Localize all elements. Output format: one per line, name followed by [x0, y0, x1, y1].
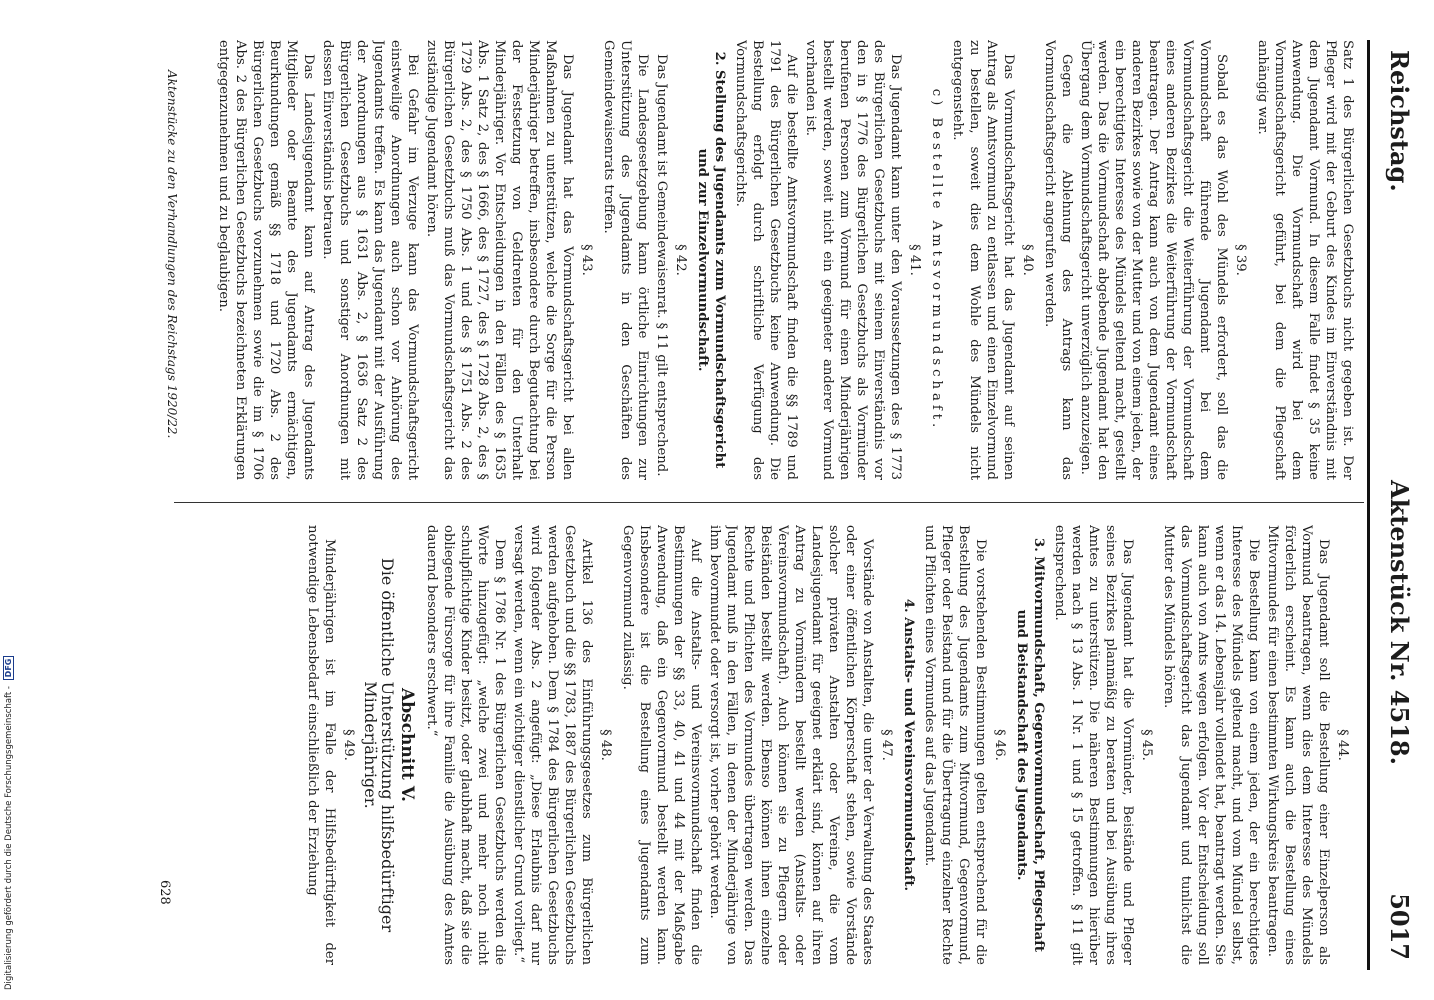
right-column	[186, 525, 1356, 965]
chapter-heading: Abschnitt V.	[397, 688, 417, 802]
paragraph: Die vorstehenden Bestimmungen gelten entsprechend für die Bestellung des Jugendamts zum Mitvormund, Gegenvormund, Pfleger oder Beistand und für die Übertragung einzelner Rechte und Pflichten eines Vormundes auf das Jugendamt.	[922, 525, 988, 965]
paragraph: Minderjährigen ist im Falle der Hilfsbedürftigkeit der notwendige Lebensbedarf einschließlich der Erziehung	[305, 525, 337, 965]
paragraph: Auf die bestellte Amtsvormundschaft finden die §§ 1789 und 1791 des Bürgerlichen Gesetzbuchs keine Anwendung. Die Bestellung erfolgt durch schriftliche Verfügung des Vormundschaftsgerichts.	[733, 40, 799, 480]
footer-note: Aktenstücke zu den Verhandlungen des Reichstags 1920/22.	[165, 70, 179, 439]
section-number: § 42.	[673, 244, 688, 276]
paragraph: Satz 1 des Bürgerlichen Gesetzbuchs nicht gegeben ist. Der Pfleger wird mit der Geburt des Kindes im Einverständnis mit dem Jugendamt Vormund. In diesem Falle findet § 35 keine Anwendung. Die Vormundschaft wird bei dem Vormundschaftsgericht geführt, bei dem die Pflegschaft anhängig war.	[1255, 40, 1355, 480]
column-divider	[174, 502, 1364, 503]
section-number: § 39.	[1233, 244, 1248, 276]
section-number: § 43.	[579, 244, 594, 276]
header-page-number: 5017	[1385, 893, 1414, 960]
dfg-logo: DFG	[3, 656, 14, 681]
paragraph: Artikel 136 des Einführungsgesetzes zum Bürgerlichen Gesetzbuch und die §§ 1783, 1887 des Bürgerlichen Gesetzbuchs werden aufgehoben. Dem § 1784 des Bürgerlichen Gesetzbuchs wird folgender Abs. 2 angefügt: „Diese Erlaubnis darf nur versagt werden, wenn ein wichtiger dienstlicher Grund vorliegt.“	[511, 525, 594, 965]
digitization-text: Digitalisierung gefördert durch die Deutsche Forschungsgemeinschaft -	[4, 686, 14, 990]
section-number: § 46.	[992, 729, 1007, 761]
digitization-credit	[3, 600, 19, 990]
paragraph: Bei Gefahr im Verzuge kann das Vormundschaftsgericht einstweilige Anordnungen auch schon vor Anhörung des Jugendamts treffen. Es kann das Jugendamt mit der Ausführung der Anordnungen aus § 1631 Abs. 2, § 1636 Satz 2 des Bürgerlichen Gesetzbuchs und sonstiger Anordnungen mit dessen Einverständnis betrauen.	[320, 40, 420, 480]
paragraph: Das Jugendamt soll die Bestellung einer Einzelperson als Vormund beantragen, wenn dies dem Interesse des Mündels förderlich erscheint. Es kann auch die Bestellung eines Mitvormundes für einen bestimmten Wirkungskreis beantragen.	[1265, 525, 1331, 965]
section-heading: 4. Anstalts- und Vereinsvormundschaft.	[901, 598, 916, 892]
paragraph: Das Jugendamt ist Gemeindewaisenrat. § 11 gilt entsprechend.	[654, 54, 669, 477]
document-page	[134, 0, 1434, 1000]
paragraph: Das Vormundschaftsgericht hat das Jugendamt auf seinen Antrag als Amtsvormund zu entlassen und einen Einzelvormund zu bestellen, soweit dies dem Wohle des Mündels nicht entgegensteht.	[950, 40, 1016, 480]
header-left: Reichstag.	[1385, 50, 1414, 192]
left-column	[186, 40, 1356, 480]
subsection-heading: c) Bestellte Amtsvormundschaft.	[929, 88, 944, 432]
section-number: § 44.	[1335, 729, 1350, 761]
header-rule	[1367, 40, 1370, 970]
section-number: § 49.	[341, 729, 356, 761]
paragraph: Auf die Anstalts- und Vereinsvormundschaft finden die Bestimmungen der §§ 33, 40, 41 und 44 mit der Maßgabe Anwendung, daß ein Gegenvormund bestellt werden kann. Insbesondere ist die Bestellung eines Jugendamts zum Gegenvormund zulässig.	[620, 525, 703, 965]
section-number: § 41.	[907, 244, 922, 276]
section-number: § 47.	[879, 729, 894, 761]
chapter-title: Die öffentliche Unterstützung hilfsbedürftiger Minderjähriger.	[361, 557, 397, 933]
paragraph: Sobald es das Wohl des Mündels erfordert, soll das die Vormundschaft führende Jugendamt bei dem Vormundschaftsgericht die Weiterführung der Vormundschaft eines anderen Bezirkes die Weiterführung der Vormundschaft beantragen. Der Antrag kann auch von dem Jugendamt eines anderen Bezirkes sowie von der Mutter und von einem jeden, der ein berechtigtes Interesse des Mündels geltend macht, gestellt werden. Das die Vormundschaft abgebende Jugendamt hat den Übergang dem Vormundschaftsgericht unverzüglich anzuzeigen.	[1078, 40, 1229, 480]
paragraph: Das Jugendamt kann unter den Voraussetzungen des § 1773 des Bürgerlichen Gesetzbuchs mit seinem Einverständnis vor den in § 1776 des Bürgerlichen Gesetzbuchs als Vormünder berufenen Personen zum Vormund für einen Minderjährigen bestellt werden, soweit nicht ein geeigneter anderer Vormund vorhanden ist.	[803, 40, 903, 480]
header-title: Aktenstück Nr. 4518.	[1385, 480, 1414, 765]
section-heading: 2. Stellung des Jugendamts zum Vormundschaftsgericht und zur Einzelvormundschaft.	[695, 51, 727, 469]
paragraph: Das Jugendamt hat die Vormünder, Beistände und Pfleger seines Bezirkes planmäßig zu beraten und bei Ausübung ihres Amtes zu unterstützen. Die näheren Bestimmungen hierüber werden nach § 13 Abs. 1 Nr. 1 und § 15 getroffen. § 11 gilt entsprechend.	[1052, 525, 1135, 965]
paragraph: Vorstände von Anstalten, die unter der Verwaltung des Staates oder einer öffentlichen Körperschaft stehen, sowie Vorstände solcher privaten Anstalten oder Vereine, die vom Landesjugendamt für geeignet erklärt sind, können auf ihren Antrag zu Vormündern bestellt werden (Anstalts- oder Vereinsvormundschaft). Auch können sie zu Pflegern oder Beiständen bestellt werden. Ebenso können ihnen einzelne Rechte und Pflichten des Vormundes übertragen werden. Das Jugendamt muß in den Fällen, in denen der Minderjährige von ihm bevormundet oder versorgt ist, vorher gehört werden.	[707, 525, 875, 965]
section-number: § 48.	[598, 729, 613, 761]
page-header	[1374, 50, 1414, 960]
paragraph: Gegen die Ablehnung des Antrags kann das Vormundschaftsgericht angerufen werden.	[1042, 40, 1074, 480]
paragraph: Die Landesgesetzgebung kann örtliche Einrichtungen zur Unterstützung des Jugendamts in den Geschäften des Gemeindewaisenrats treffen.	[601, 40, 650, 480]
paragraph: Dem § 1786 Nr. 1 des Bürgerlichen Gesetzbuchs werden die Worte hinzugefügt: „welche zwei und mehr noch nicht schulpflichtige Kinder besitzt, oder glaubhaft macht, daß sie die obliegende Fürsorge für ihre Familie die Ausübung des Amtes dauernd besonders erschwert.“	[424, 525, 507, 965]
section-heading: 3. Mitvormundschaft, Gegenvormundschaft, Pflegschaft und Beistandschaft des Jugendamts.	[1014, 538, 1046, 952]
paragraph: Das Landesjugendamt kann auf Antrag des Jugendamts Mitglieder oder Beamte des Jugendamts ermächtigen, Beurkundungen gemäß §§ 1718 und 1720 Abs. 2 des Bürgerlichen Gesetzbuchs vorzunehmen sowie die im § 1706 Abs. 2 des Bürgerlichen Gesetzbuchs bezeichneten Erklärungen entgegenzunehmen und zu beglaubigen.	[216, 40, 316, 480]
section-number: § 45.	[1139, 729, 1154, 761]
paragraph: Die Bestellung kann von einem jeden, der ein berechtigtes Interesse des Mündels geltend macht, und vom Mündel selbst, wenn er das 14. Lebensjahr vollendet hat, beantragt werden. Sie kann auch von Amts wegen erfolgen. Vor der Entscheidung soll das Vormundschaftsgericht das Jugendamt und tunlichst die Mutter des Mündels hören.	[1161, 525, 1261, 965]
footer-page-number: 628	[157, 880, 172, 905]
paragraph: Das Jugendamt hat das Vormundschaftsgericht bei allen Maßnahmen zu unterstützen, welche die Sorge für die Person Minderjähriger betreffen, insbesondere durch Begutachtung bei der Festsetzung von Geldrenten für den Unterhalt Minderjähriger. Vor Entscheidungen in den Fällen des § 1635 Abs. 1 Satz 2, des § 1666, des § 1727, des § 1728 Abs. 2, des § 1729 Abs. 2, des § 1750 Abs. 1 und des § 1751 Abs. 2 des Bürgerlichen Gesetzbuchs muß das Vormundschaftsgericht das zuständige Jugendamt hören.	[424, 40, 575, 480]
section-number: § 40.	[1020, 244, 1035, 276]
